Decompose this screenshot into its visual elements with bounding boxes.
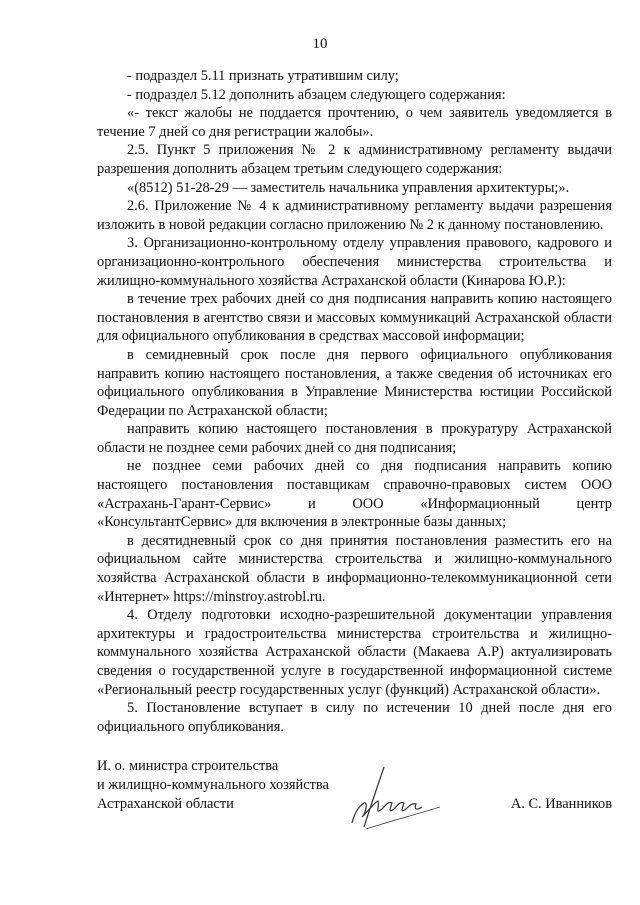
signer-title-line: Астраханской области	[97, 796, 234, 812]
paragraph: 4. Отделу подготовки исходно-разрешительной документации управления архитектуры и градостроительства министерства строительства и жилищно-коммунального хозяйства Астраханской области (Макаева А.Р) актуализировать сведения о государственной услуге в государственной информационной системе «Региональный реестр государственных услуг (функций) Астраханской области».	[97, 607, 612, 698]
paragraph: направить копию настоящего постановления в прокуратуру Астраханской области не позднее семи рабочих дней со дня подписания;	[97, 421, 612, 456]
paragraph: в семидневный срок после дня первого официального опубликования направить копию настоящего постановления, а также сведения об источниках его официального опубликования в Управление Министерства юстиции Российской Федерации по Астраханской области;	[97, 346, 612, 419]
paragraph: не позднее семи рабочих дней со дня подписания направить копию настоящего постановления поставщикам справочно-правовых систем ООО «Астрахань-Гарант-Сервис» и ООО «Информационный центр «КонсультантСервис» для включения в электронные базы данных;	[97, 458, 612, 531]
paragraph: 2.6. Приложение № 4 к административному регламенту выдачи разрешения изложить в новой редакции согласно приложению № 2 к данному постановлению.	[97, 198, 612, 233]
paragraph: 5. Постановление вступает в силу по истечении 10 дней после дня его официального опубликования.	[97, 700, 612, 735]
signer-title-line: и жилищно-коммунального хозяйства	[97, 777, 329, 793]
paragraph: - подраздел 5.12 дополнить абзацем следующего содержания:	[127, 86, 506, 103]
document-body	[97, 67, 612, 736]
signer-name: А. С. Иванников	[510, 796, 612, 812]
paragraph: 2.5. Пункт 5 приложения № 2 к административному регламенту выдачи разрешения дополнить абзацем третьим следующего содержания:	[97, 142, 612, 177]
page-number: 10	[312, 36, 328, 52]
paragraph: 3. Организационно-контрольному отделу управления правового, кадрового и организационно-контрольного обеспечения министерства строительства и жилищно-коммунального хозяйства Астраханской области (Кинарова Ю.Р.):	[97, 235, 612, 289]
paragraph: «- текст жалобы не поддается прочтению, о чем заявитель уведомляется в течение 7 дней со дня регистрации жалобы».	[97, 105, 612, 140]
signer-title-line: И. о. министра строительства	[97, 758, 279, 774]
paragraph: - подраздел 5.11 признать утратившим силу;	[127, 68, 399, 84]
paragraph: «(8512) 51-28-29 — заместитель начальника управления архитектуры;».	[127, 179, 570, 196]
signature-block	[97, 757, 612, 837]
signer-title	[97, 757, 329, 814]
handwritten-signature-icon	[344, 757, 454, 837]
paragraph: в десятидневный срок со дня принятия постановления разместить его на официальном сайте министерства строительства и жилищно-коммунального хозяйства Астраханской области в информационно-телекоммуникационной сети «Интернет» https://minstroy.astrobl.ru.	[97, 532, 612, 605]
paragraph: в течение трех рабочих дней со дня подписания направить копию настоящего постановления в агентство связи и массовых коммуникаций Астраханской области для официального опубликования в средствах массовой информации;	[97, 291, 612, 345]
